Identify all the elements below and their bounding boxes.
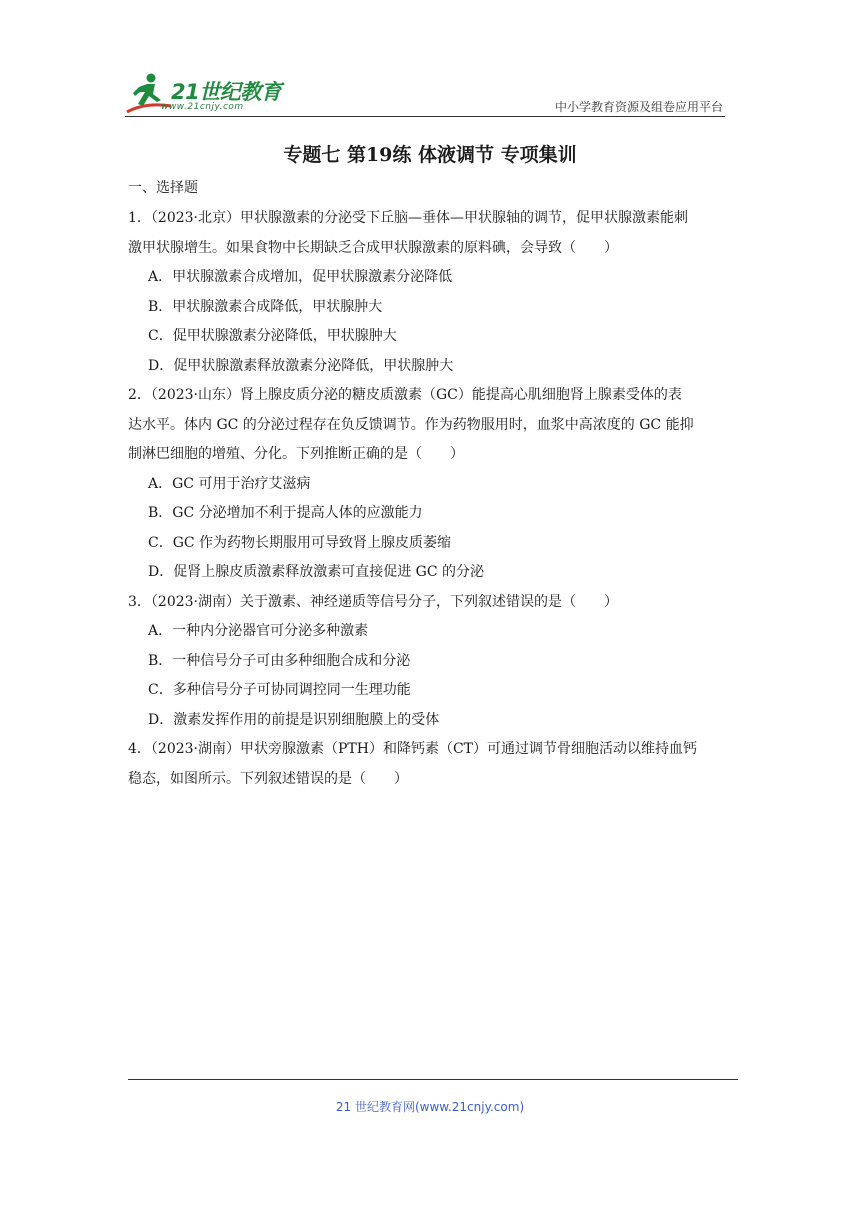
option-d: D．促肾上腺皮质激素释放激素可直接促进 GC 的分泌 [148, 564, 485, 580]
logo-url: www.21cnjy.com [161, 102, 244, 112]
page-title: 专题七 第19练 体液调节 专项集训 [283, 144, 577, 166]
site-logo[interactable] [125, 72, 295, 116]
option-c: C．多种信号分子可协同调控同一生理功能 [148, 682, 411, 698]
question-2-text: 2．（2023·山东）肾上腺皮质分泌的糖皮质激素（GC）能提高心肌细胞肾上腺素受体的表 [128, 387, 682, 403]
option-a: A．甲状腺激素合成增加，促甲状腺激素分泌降低 [148, 269, 453, 285]
question-2-text: 达水平。体内 GC 的分泌过程存在负反馈调节。作为药物服用时，血浆中高浓度的 GC 能抑 [128, 417, 694, 433]
question-1-text: 1．（2023·北京）甲状腺激素的分泌受下丘脑—垂体—甲状腺轴的调节，促甲状腺激素能刺 [128, 210, 688, 226]
option-b: B．甲状腺激素合成降低，甲状腺肿大 [148, 299, 383, 315]
platform-label: 中小学教育资源及组卷应用平台 [554, 100, 723, 114]
footer-link[interactable]: 21 世纪教育网(www.21cnjy.com) [335, 1100, 525, 1114]
question-1-text: 激甲状腺增生。如果食物中长期缺乏合成甲状腺激素的原料碘，会导致（ ） [128, 240, 618, 256]
option-b: B．一种信号分子可由多种细胞合成和分泌 [148, 653, 411, 669]
footer-divider [128, 1079, 738, 1080]
option-d: D．促甲状腺激素释放激素分泌降低，甲状腺肿大 [148, 358, 454, 374]
logo-text: 21世纪教育 [171, 80, 282, 104]
option-c: C．GC 作为药物长期服用可导致肾上腺皮质萎缩 [148, 535, 452, 551]
page-header [125, 70, 725, 118]
option-a: A．一种内分泌器官可分泌多种激素 [148, 623, 369, 639]
question-3-text: 3．（2023·湖南）关于激素、神经递质等信号分子，下列叙述错误的是（ ） [128, 594, 618, 610]
question-2-text: 制淋巴细胞的增殖、分化。下列推断正确的是（ ） [128, 446, 464, 462]
question-4-text: 稳态，如图所示。下列叙述错误的是（ ） [128, 771, 408, 787]
header-divider [125, 116, 725, 117]
option-a: A．GC 可用于治疗艾滋病 [148, 476, 311, 492]
question-4-text: 4．（2023·湖南）甲状旁腺激素（PTH）和降钙素（CT）可通过调节骨细胞活动以维持血钙 [128, 741, 698, 757]
section-heading: 一、选择题 [128, 180, 198, 196]
option-d: D．激素发挥作用的前提是识别细胞膜上的受体 [148, 712, 440, 728]
option-c: C．促甲状腺激素分泌降低，甲状腺肿大 [148, 328, 397, 344]
option-b: B．GC 分泌增加不利于提高人体的应激能力 [148, 505, 423, 521]
